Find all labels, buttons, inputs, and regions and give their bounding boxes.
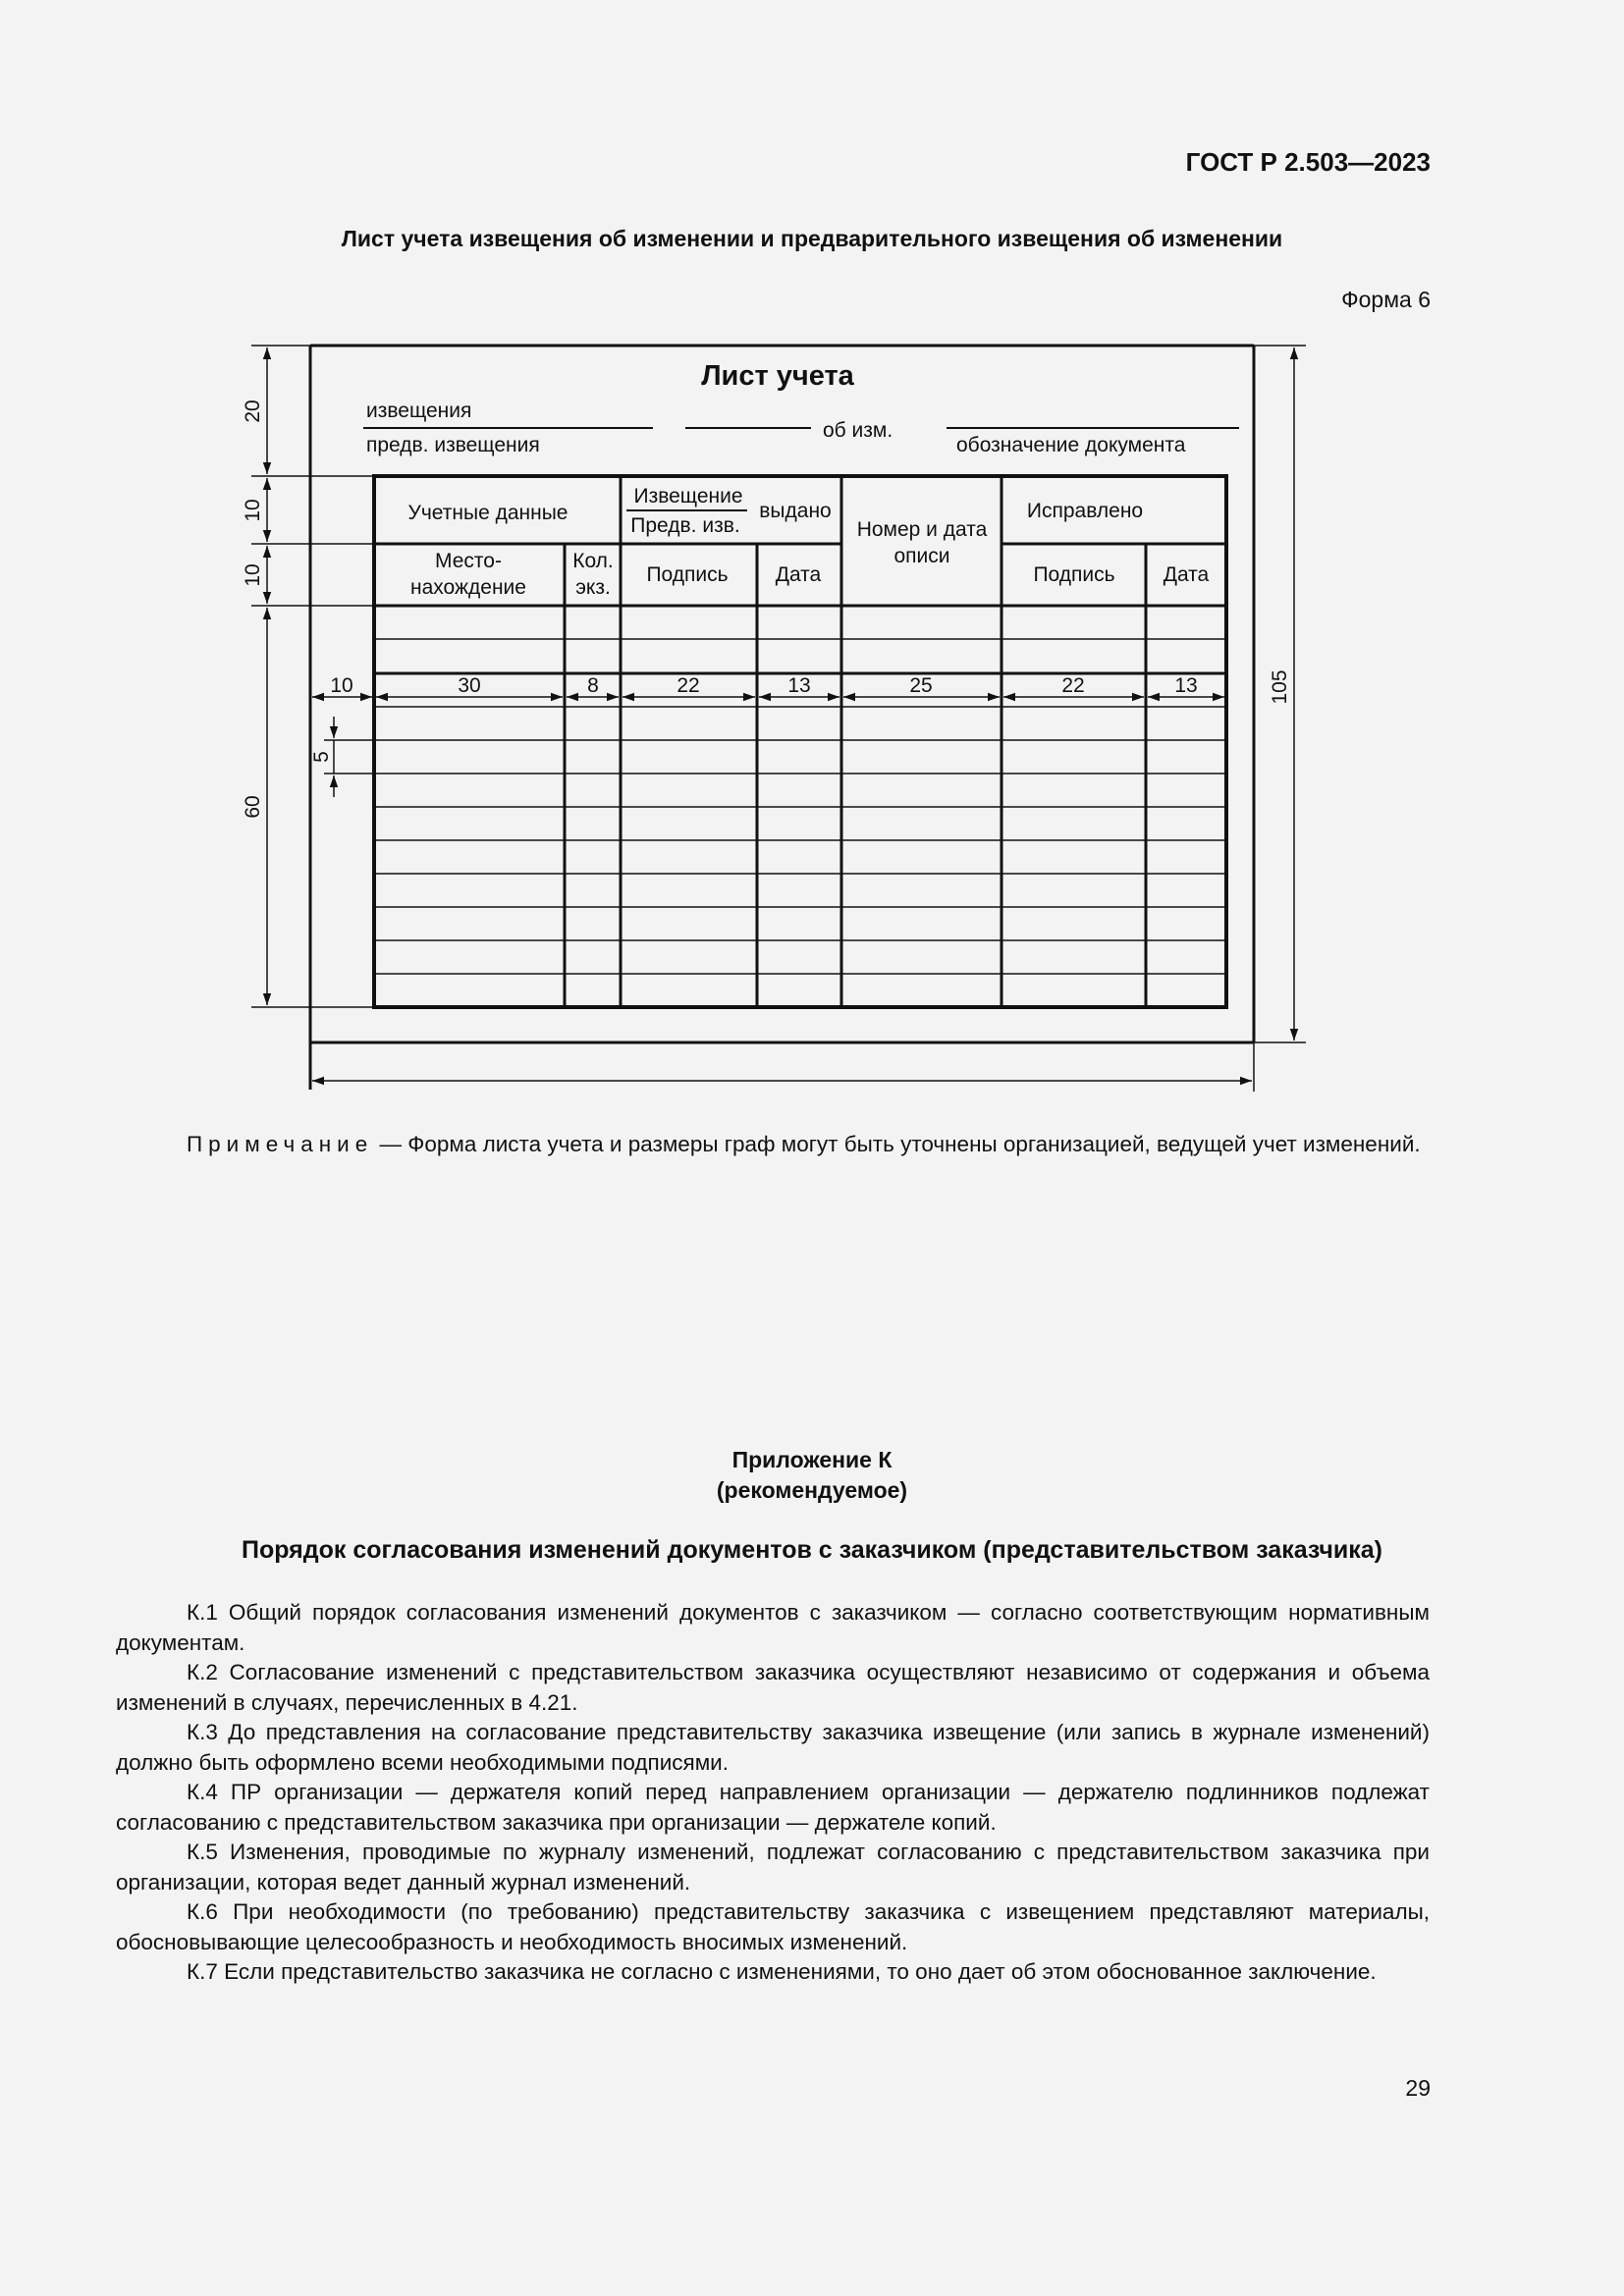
dim-col-4: 13 <box>787 674 811 697</box>
header-date1: Дата <box>775 563 822 586</box>
field-doc-designation: обозначение документа <box>956 434 1186 456</box>
header-prelim: Предв. изв. <box>630 514 740 537</box>
appendix-title: Приложение К <box>731 1447 893 1472</box>
appendix-body <box>116 1598 1430 1988</box>
form-drawing <box>0 0 1624 1119</box>
form-label: Форма 6 <box>1341 287 1431 312</box>
field-prelim-notice: предв. извещения <box>366 434 540 456</box>
paragraph-k5: К.5 Изменения, проводимые по журналу изменений, подлежат согласованию с представительством заказчика при организации, которая ведет данный журнал изменений. <box>116 1840 1430 1895</box>
dim-total-height: 105 <box>1269 669 1291 705</box>
height-dimension-values <box>242 400 333 818</box>
table-grid <box>374 476 1226 1007</box>
header-location-line1: Место- <box>435 550 502 572</box>
paragraph-k3: К.3 До представления на согласование представительству заказчика извещение (или запись в журнале изменений) должно быть оформлено всеми необходимыми подписями. <box>116 1720 1430 1775</box>
appendix-subtitle: (рекомендуемое) <box>716 1477 908 1503</box>
dim-body: 60 <box>242 795 264 819</box>
dim-left-margin: 10 <box>330 674 353 697</box>
header-date2: Дата <box>1163 563 1210 586</box>
dim-col-5: 25 <box>909 674 933 697</box>
column-dimension-values <box>330 674 1197 697</box>
width-dimension <box>312 1042 1254 1092</box>
header-signature2: Подпись <box>1033 563 1115 586</box>
paragraph-k7: К.7 Если представительство заказчика не согласно с изменениями, то оно дает об этом обоснованное заключение. <box>187 1959 1377 1984</box>
header-inventory-line2: описи <box>893 545 950 567</box>
section-title: Порядок согласования изменений документов с заказчиком (представительством заказчика) <box>241 1536 1383 1564</box>
sheet-title: Лист учета <box>701 360 854 392</box>
note-label: Примечание <box>187 1132 374 1156</box>
note <box>116 1129 1430 1159</box>
sheet-outline <box>310 346 1254 1090</box>
header-signature1: Подпись <box>646 563 729 586</box>
paragraph-k6: К.6 При необходимости (по требованию) представительству заказчика с извещением представляют материалы, обосновывающие целесообразность и необходимость вносимых изменений. <box>116 1899 1430 1954</box>
header-inventory-line1: Номер и дата <box>856 518 988 541</box>
dim-header-row1: 10 <box>242 499 264 522</box>
form-heading: Лист учета извещения об изменении и предварительного извещения об изменении <box>341 226 1283 251</box>
paragraph-k1: К.1 Общий порядок согласования изменений документов с заказчиком — согласно соответствующим нормативным документам. <box>116 1600 1430 1655</box>
field-notice: извещения <box>366 400 472 422</box>
dim-col-7: 13 <box>1174 674 1198 697</box>
header-copies-line1: Кол. <box>572 550 614 572</box>
appendix-title-block <box>0 1445 1624 1506</box>
dim-col-1: 30 <box>458 674 481 697</box>
header-notice: Извещение <box>633 485 743 507</box>
note-text: — Форма листа учета и размеры граф могут быть уточнены организацией, ведущей учет изменений. <box>373 1132 1421 1156</box>
paragraph-k2: К.2 Согласование изменений с представительством заказчика осуществляют независимо от содержания и объема изменений в случаях, перечисленных в 4.21. <box>116 1660 1430 1715</box>
paragraph-k4: К.4 ПР организации — держателя копий перед направлением организации — держателю подлинников подлежат согласованию с представительством заказчика при организации — держателе копий. <box>116 1780 1430 1835</box>
dim-header-row2: 10 <box>242 563 264 587</box>
page-number: 29 <box>1405 2075 1431 2101</box>
header-location-line2: нахождение <box>410 576 526 599</box>
dim-col-2: 8 <box>587 674 599 697</box>
table-headers <box>408 485 1210 599</box>
header-issued: выдано <box>759 500 832 522</box>
dim-col-6: 22 <box>1061 674 1085 697</box>
dim-row-height: 5 <box>310 751 333 763</box>
field-change: об изм. <box>823 419 893 442</box>
header-corrected: Исправлено <box>1026 500 1144 522</box>
document-number: ГОСТ Р 2.503—2023 <box>1185 147 1431 177</box>
header-copies-line2: экз. <box>575 576 611 599</box>
dim-col-3: 22 <box>677 674 700 697</box>
header-accounting-data: Учетные данные <box>407 502 568 524</box>
dim-top-header: 20 <box>242 400 264 423</box>
height-dimension-lines <box>251 346 374 1007</box>
